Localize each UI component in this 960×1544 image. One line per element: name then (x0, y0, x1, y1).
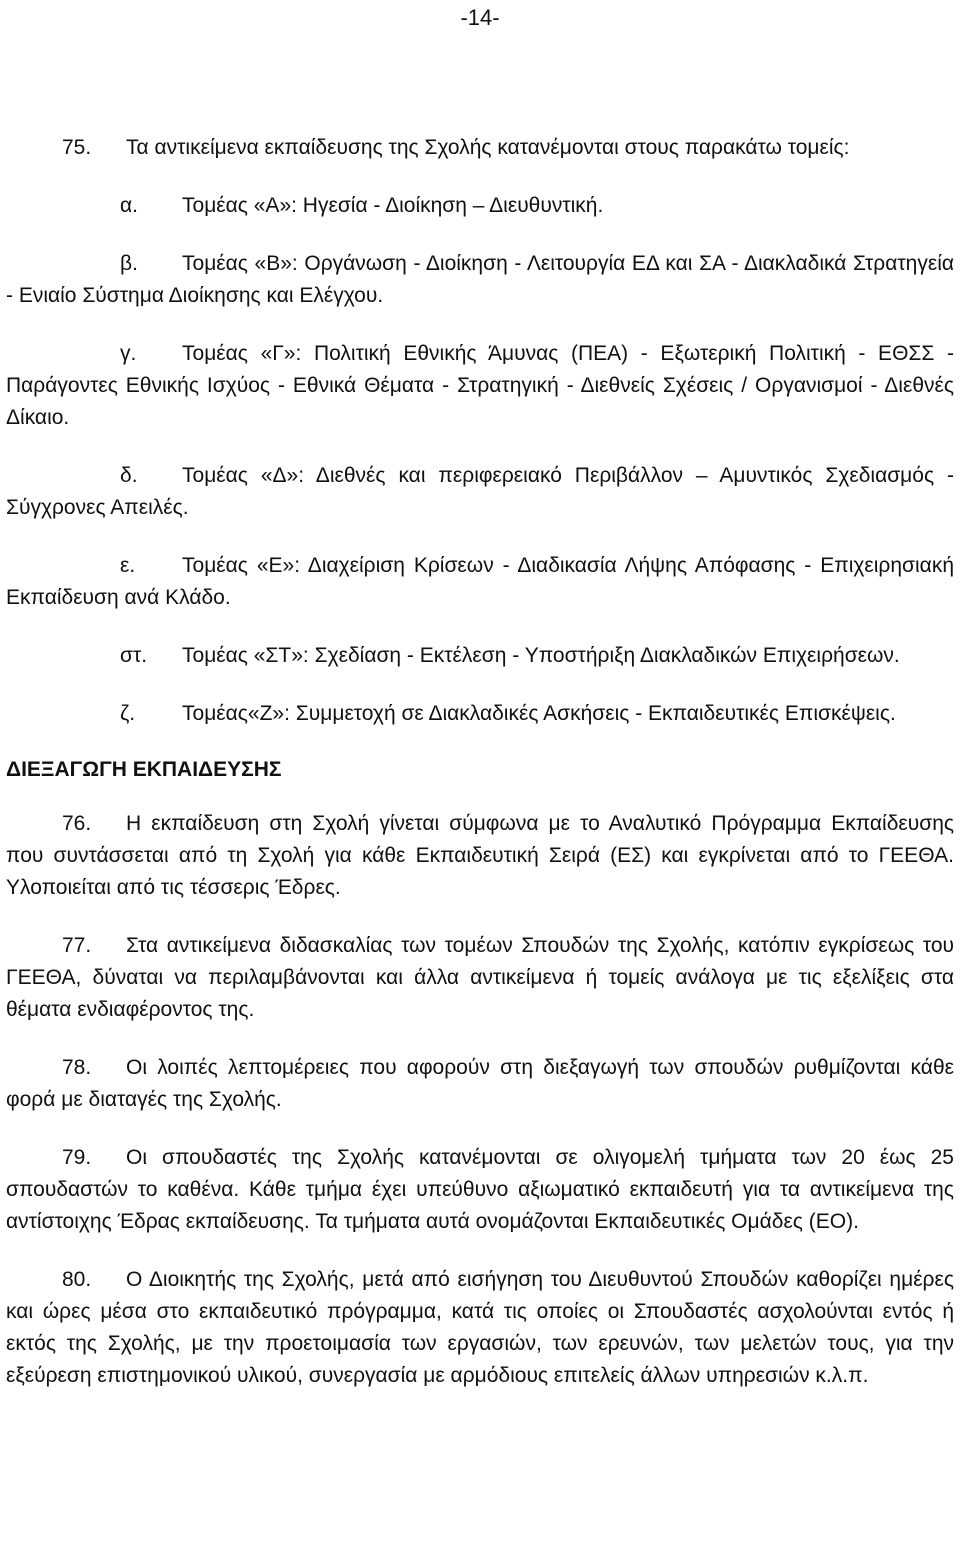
sector-label: ζ. (120, 702, 136, 725)
sector-text: Τομέας «Γ»: Πολιτική Εθνικής Άμυνας (ΠΕΑ) - Εξωτερική Πολιτική - ΕΘΣΣ - Παράγοντες Εθνικής Ισχύος - Εθνικά Θέματα - Στρατηγική - Διεθνείς Σχέσεις / Οργανισμοί - Διεθνές Δίκαιο. (6, 342, 954, 429)
sector-item-a (6, 190, 954, 222)
sector-label: στ. (120, 644, 148, 667)
sector-label: β. (120, 252, 138, 275)
paragraph-number: 76. (62, 812, 92, 835)
sector-text: Τομέας «ΣΤ»: Σχεδίαση - Εκτέλεση - Υποστήριξη Διακλαδικών Επιχειρήσεων. (182, 644, 900, 667)
sector-label: δ. (120, 464, 138, 487)
sector-item-z (6, 698, 954, 730)
paragraph-number: 75. (62, 136, 92, 159)
paragraph-number: 77. (62, 934, 92, 957)
sector-text: Τομέας «Δ»: Διεθνές και περιφερειακό Περιβάλλον – Αμυντικός Σχεδιασμός - Σύγχρονες Απειλές. (6, 464, 954, 519)
sector-item-d (6, 460, 954, 524)
paragraph-76 (6, 808, 954, 904)
sector-item-e (6, 550, 954, 614)
paragraph-80 (6, 1264, 954, 1392)
sector-text: Τομέας «Α»: Ηγεσία - Διοίκηση – Διευθυντική. (182, 194, 604, 217)
sector-text: Τομέας «Β»: Οργάνωση - Διοίκηση - Λειτουργία ΕΔ και ΣΑ - Διακλαδικά Στρατηγεία - Ενιαίο Σύστημα Διοίκησης και Ελέγχου. (6, 252, 954, 307)
sector-text: Τομέας «Ε»: Διαχείριση Κρίσεων - Διαδικασία Λήψης Απόφασης - Επιχειρησιακή Εκπαίδευση ανά Κλάδο. (6, 554, 954, 609)
paragraph-79 (6, 1142, 954, 1238)
paragraph-text: Τα αντικείμενα εκπαίδευσης της Σχολής κατανέμονται στους παρακάτω τομείς: (126, 136, 850, 159)
paragraph-number: 78. (62, 1056, 92, 1079)
section-heading: ΔΙΕΞΑΓΩΓΗ ΕΚΠΑΙΔΕΥΣΗΣ (6, 758, 282, 781)
document-body (6, 132, 954, 1392)
sector-label: ε. (120, 554, 136, 577)
paragraph-number: 79. (62, 1146, 92, 1169)
paragraph-text: Οι σπουδαστές της Σχολής κατανέμονται σε ολιγομελή τμήματα των 20 έως 25 σπουδαστών το καθένα. Κάθε τμήμα έχει υπεύθυνο αξιωματικό εκπαιδευτή για τα αντικείμενα της αντίστοιχης Έδρας εκπαίδευσης. Τα τμήματα αυτά ονομάζονται Εκπαιδευτικές Ομάδες (ΕΟ). (6, 1146, 954, 1233)
sector-item-b (6, 248, 954, 312)
paragraph-77 (6, 930, 954, 1026)
paragraph-text: Οι λοιπές λεπτομέρειες που αφορούν στη διεξαγωγή των σπουδών ρυθμίζονται κάθε φορά με διαταγές της Σχολής. (6, 1056, 954, 1111)
paragraph-text: Ο Διοικητής της Σχολής, μετά από εισήγηση του Διευθυντού Σπουδών καθορίζει ημέρες και ώρες μέσα στο εκπαιδευτικό πρόγραμμα, κατά τις οποίες οι Σπουδαστές ασχολούνται εντός ή εκτός της Σχολής, με την προετοιμασία των εργασιών, των ερευνών, των μελετών τους, για την εξεύρεση επιστημονικού υλικού, συνεργασία με αρμόδιους επιτελείς άλλων υπηρεσιών κ.λ.π. (6, 1268, 954, 1387)
paragraph-78 (6, 1052, 954, 1116)
paragraph-text: Στα αντικείμενα διδασκαλίας των τομέων Σπουδών της Σχολής, κατόπιν εγκρίσεως του ΓΕΕΘΑ, δύναται να περιλαμβάνονται και άλλα αντικείμενα ή τομείς ανάλογα με τις εξελίξεις στα θέματα ενδιαφέροντος της. (6, 934, 954, 1021)
paragraph-75 (6, 132, 954, 164)
sector-label: α. (120, 194, 138, 217)
sector-label: γ. (120, 342, 137, 365)
paragraph-number: 80. (62, 1268, 92, 1291)
paragraph-text: Η εκπαίδευση στη Σχολή γίνεται σύμφωνα με το Αναλυτικό Πρόγραμμα Εκπαίδευσης που συντάσσεται από τη Σχολή για κάθε Εκπαιδευτική Σειρά (ΕΣ) και εγκρίνεται από το ΓΕΕΘΑ. Υλοποιείται από τις τέσσερις Έδρες. (6, 812, 954, 899)
sector-item-c (6, 338, 954, 434)
sector-text: Τομέας«Ζ»: Συμμετοχή σε Διακλαδικές Ασκήσεις - Εκπαιδευτικές Επισκέψεις. (182, 702, 896, 725)
page-number: -14- (460, 5, 500, 30)
sector-item-st (6, 640, 954, 672)
